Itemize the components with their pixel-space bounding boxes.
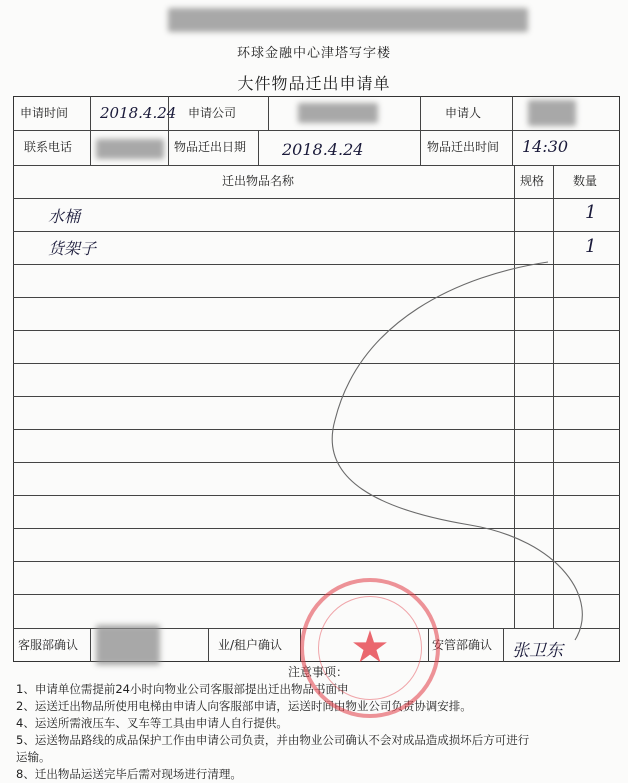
notes-heading: 注意事项： — [288, 665, 349, 679]
items-qty-header: 数量 — [573, 174, 598, 188]
apply-time-label: 申请时间 — [20, 106, 69, 120]
form-title: 大件物品迁出申请单 — [237, 74, 391, 93]
move-time-label: 物品迁出时间 — [427, 140, 500, 154]
applicant-label: 申请人 — [445, 106, 482, 120]
security-confirm-label: 安管部确认 — [432, 638, 493, 652]
note-line: 8、迁出物品运送完毕后需对现场进行清理。 — [16, 767, 242, 781]
item-qty-1: 1 — [585, 202, 597, 223]
move-date-label: 物品迁出日期 — [174, 140, 247, 154]
items-name-header: 迁出物品名称 — [222, 174, 295, 188]
redacted-service-signature — [96, 625, 160, 665]
note-line: 1、申请单位需提前24小时向物业公司客服部提出迁出物品书面申 — [16, 682, 349, 696]
move-date-value: 2018.4.24 — [282, 140, 364, 159]
note-line: 5、运送物品路线的成品保护工作由申请公司负责，并由物业公司确认不会对成品造成损坏后方可进行 — [16, 733, 530, 747]
building-name: 环球金融中心津塔写字楼 — [236, 46, 391, 61]
phone-label: 联系电话 — [24, 140, 73, 154]
owner-confirm-label: 业/租户确认 — [218, 638, 283, 652]
items-spec-header: 规格 — [520, 174, 545, 188]
apply-company-label: 申请公司 — [188, 106, 237, 120]
note-line: 4、运送所需液压车、叉车等工具由申请人自行提供。 — [16, 716, 288, 730]
security-signature: 张卫东 — [512, 641, 563, 661]
item-name-1: 水桶 — [48, 207, 81, 226]
move-time-value: 14:30 — [522, 137, 569, 156]
note-line: 2、运送迁出物品所使用电梯由申请人向客服部申请，运送时间由物业公司负责协调安排。 — [16, 699, 472, 713]
apply-time-value: 2018.4.24 — [100, 104, 177, 122]
service-confirm-label: 客服部确认 — [18, 638, 79, 652]
note-line: 运输。 — [16, 750, 51, 764]
item-qty-2: 1 — [585, 236, 597, 257]
item-name-2: 货架子 — [48, 239, 97, 258]
company-seal-stamp: ★ — [300, 578, 440, 718]
